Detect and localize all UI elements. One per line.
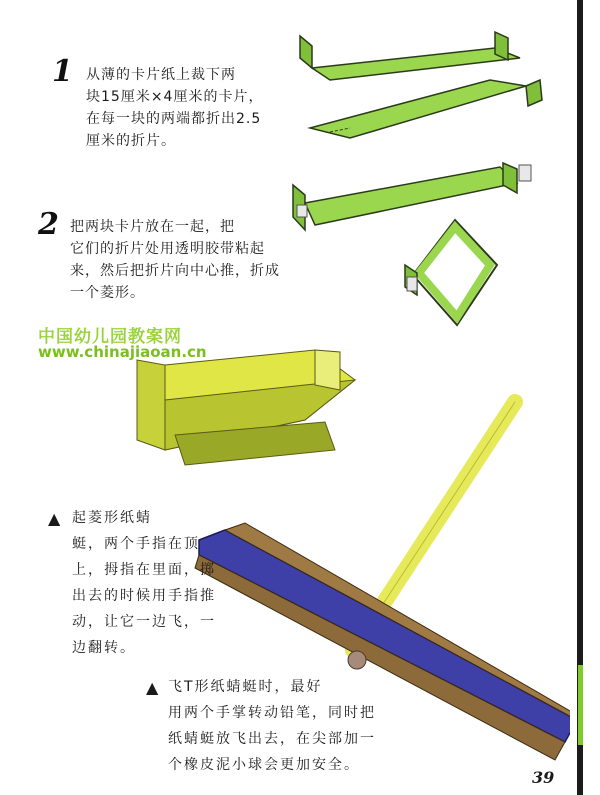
- step-1-number: 1: [52, 54, 73, 89]
- page-edge-accent: [578, 665, 583, 745]
- tip-2-text: [168, 674, 498, 778]
- step-1-text-content: 从薄的卡片纸上裁下两 块15厘米×4厘米的卡片， 在每一块的两端都折出2.5 厘米的折片。: [86, 67, 264, 149]
- throw-icon: ▲: [48, 509, 61, 528]
- card-strips-illustration: [290, 28, 555, 158]
- page-number: 39: [532, 768, 555, 787]
- watermark-title: 中国幼儿园教案网: [38, 327, 182, 347]
- tip-1-text: [72, 505, 252, 661]
- taped-strips-illustration: [285, 155, 555, 345]
- step-2-text-content: 把两块卡片放在一起，把 它们的折片处用透明胶带粘起 来，然后把折片向中心推，折成 一个菱形。: [70, 219, 280, 301]
- step-2-number: 2: [38, 207, 59, 242]
- step-2-text: [70, 216, 280, 304]
- step-1-text: [86, 64, 276, 152]
- launch-icon: ▲: [146, 678, 159, 697]
- tip-1-text-content: 起菱形纸蜻 蜓，两个手指在顶 上，拇指在里面，掷 出去的时候用手指推 动，让它一边飞，一 边翻转。: [72, 510, 216, 656]
- tip-2-text-content: 飞T形纸蜻蜓时，最好 用两个手掌转动铅笔，同时把 纸蜻蜓放飞出去，在尖部加一 个橡皮泥小球会更加安全。: [168, 679, 376, 773]
- watermark-url: www.chinajiaoan.cn: [38, 343, 207, 361]
